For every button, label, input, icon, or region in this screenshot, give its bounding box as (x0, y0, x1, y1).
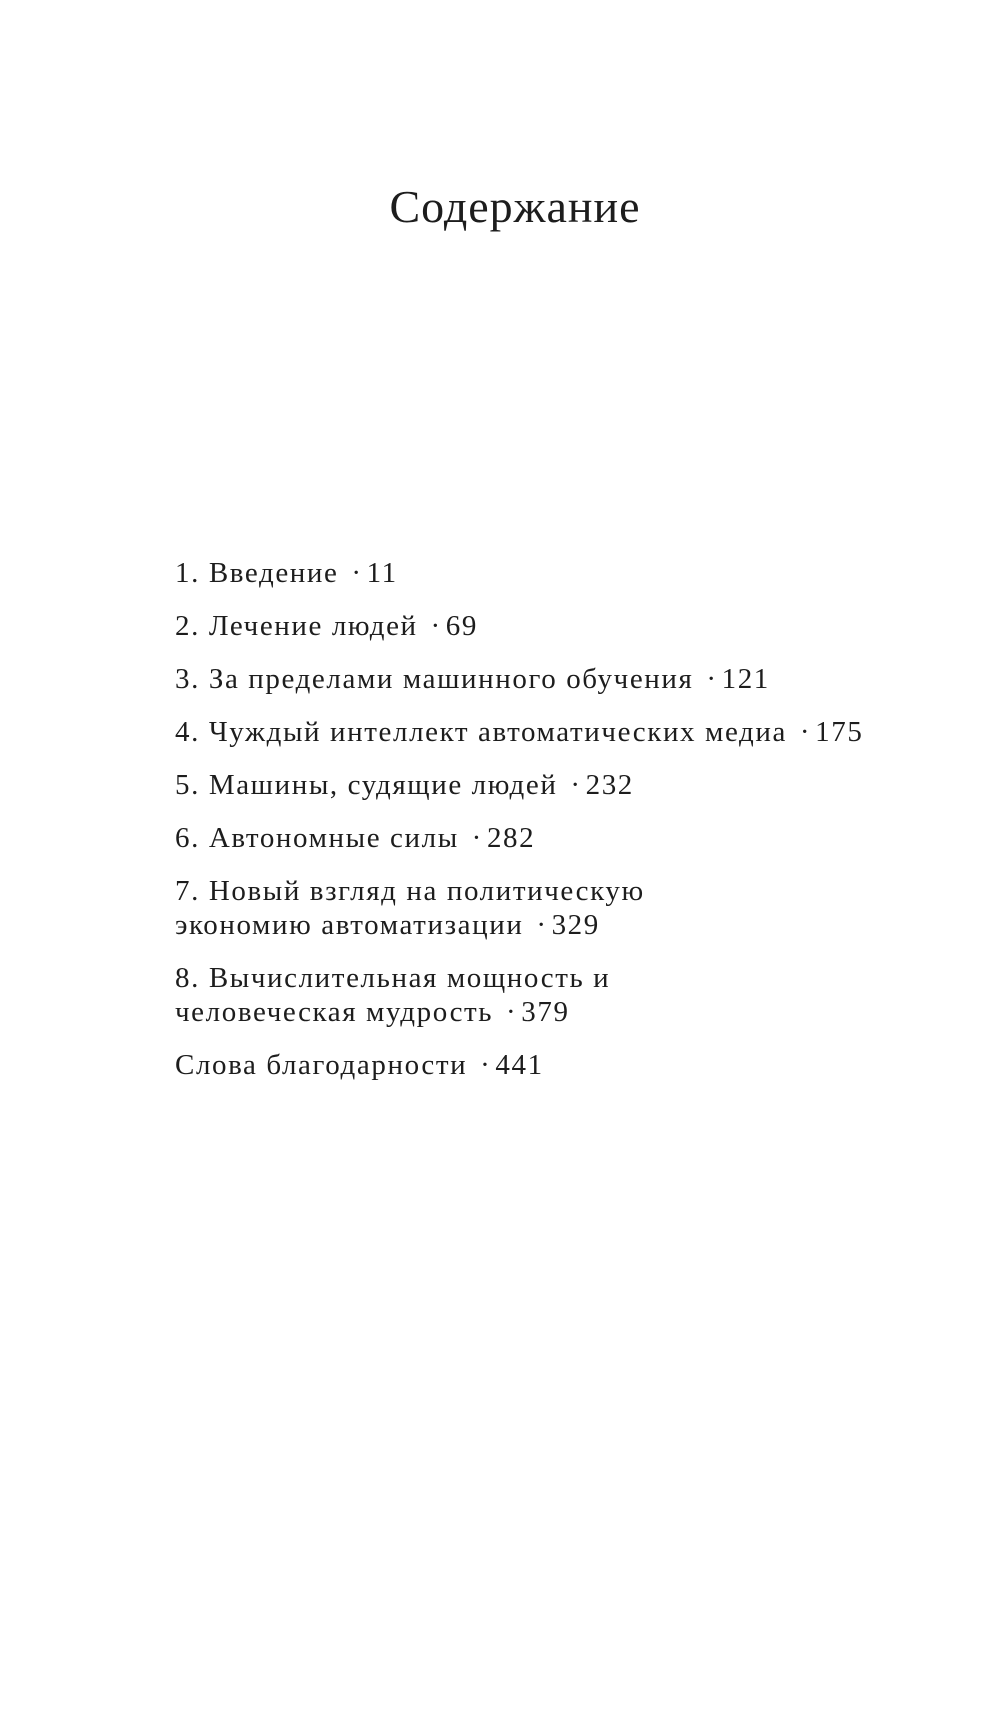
toc-entry-number: 6. (175, 822, 200, 854)
toc-separator: · (471, 822, 483, 854)
toc-entry-page: 329 (551, 909, 600, 941)
toc-entry-acknowledgments[interactable] (175, 1048, 875, 1082)
toc-entry-page: 69 (445, 610, 478, 642)
toc-entry-number: 3. (175, 663, 200, 695)
toc-entry-title: Введение (208, 557, 339, 589)
table-of-contents (175, 556, 875, 1101)
toc-entry-8[interactable] (175, 961, 785, 1029)
toc-entry-page: 282 (486, 822, 536, 854)
toc-entry-page: 121 (721, 663, 770, 695)
toc-entry-title: Вычислительная мощность и человеческая мудрость (175, 962, 611, 1028)
toc-entry-2[interactable] (175, 609, 875, 643)
toc-entry-number: 4. (175, 716, 200, 748)
toc-entry-page: 441 (495, 1049, 544, 1081)
toc-separator: · (536, 909, 548, 941)
toc-entry-7[interactable] (175, 874, 785, 942)
toc-entry-1[interactable] (175, 556, 875, 590)
toc-entry-number: 8. (175, 962, 200, 994)
toc-entry-title: За пределами машинного обучения (208, 663, 694, 695)
page-title: Содержание (389, 181, 641, 232)
toc-entry-title: Слова благодарности (175, 1049, 468, 1081)
toc-separator: · (799, 716, 812, 748)
toc-entry-number: 2. (175, 610, 200, 642)
toc-entry-4[interactable] (175, 715, 875, 749)
toc-entry-page: 232 (585, 769, 634, 801)
toc-entry-page: 175 (815, 716, 864, 748)
toc-entry-number: 1. (175, 557, 200, 589)
toc-entry-number: 7. (175, 875, 200, 907)
toc-separator: · (351, 557, 363, 589)
toc-entry-title: Новый взгляд на политическую экономию автоматизации (175, 875, 645, 941)
toc-entry-title: Чуждый интеллект автоматических медиа (208, 716, 787, 748)
toc-entry-5[interactable] (175, 768, 875, 802)
toc-entry-6[interactable] (175, 821, 875, 855)
toc-entry-page: 379 (521, 996, 570, 1028)
toc-separator: · (480, 1049, 492, 1081)
toc-separator: · (570, 769, 582, 801)
toc-entry-page: 11 (366, 557, 398, 589)
toc-entry-3[interactable] (175, 662, 875, 696)
toc-entry-title: Автономные силы (208, 822, 459, 854)
toc-separator: · (430, 610, 442, 642)
toc-entry-title: Лечение людей (208, 610, 418, 642)
toc-separator: · (506, 996, 518, 1028)
toc-entry-title: Машины, судящие людей (208, 769, 558, 801)
toc-entry-number: 5. (175, 769, 200, 801)
toc-separator: · (706, 663, 718, 695)
